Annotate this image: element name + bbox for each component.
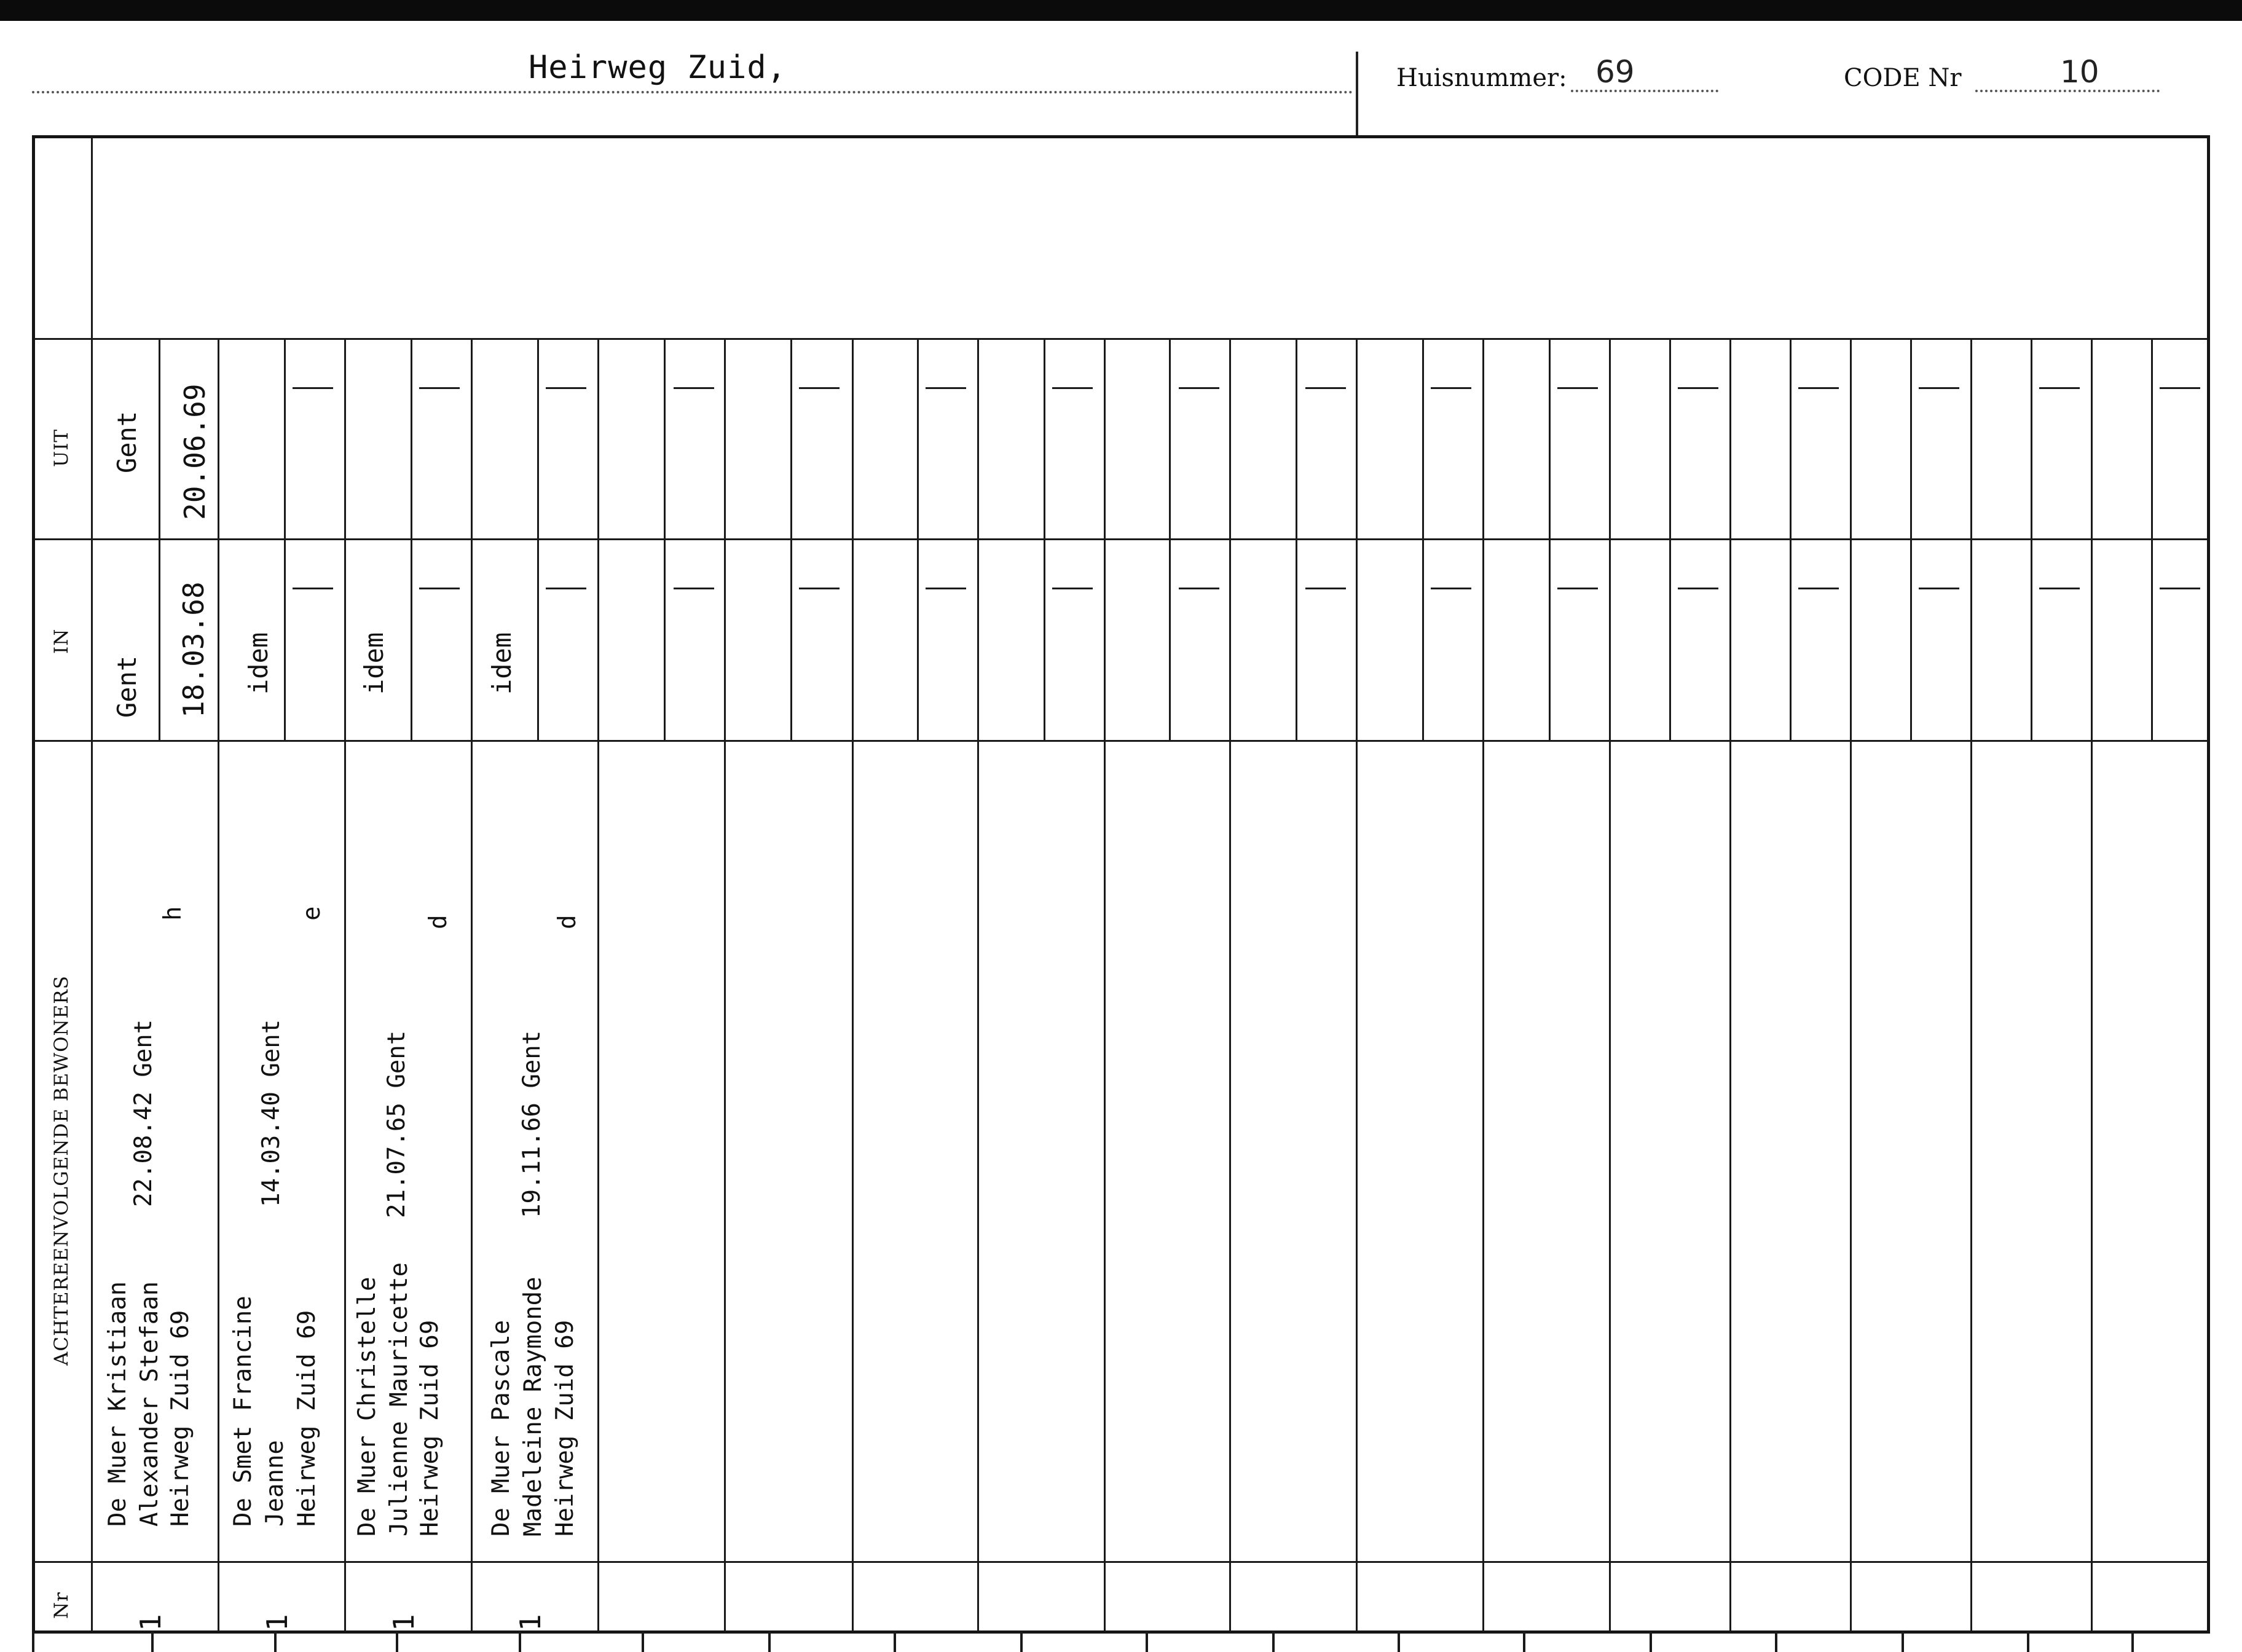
empty-dash xyxy=(1919,588,1959,589)
resident-name-line2: Madeleine Raymonde xyxy=(519,1276,547,1536)
bottom-tick xyxy=(1650,1631,1652,1652)
column-line xyxy=(218,339,219,1631)
entry-nr: 1 xyxy=(387,1614,420,1631)
row-label-nr: Nr xyxy=(50,1592,73,1619)
bottom-tick xyxy=(768,1631,771,1652)
column-line xyxy=(471,339,473,1631)
bottom-tick xyxy=(1523,1631,1525,1652)
resident-address: Heirweg Zuid 69 xyxy=(551,1320,579,1536)
bottom-tick xyxy=(1272,1631,1275,1652)
row-label-uit: UIT xyxy=(50,428,73,467)
sub-column-line xyxy=(1044,339,1045,740)
resident-sex: d xyxy=(425,914,452,929)
empty-dash xyxy=(926,387,966,389)
row-divider-uit-top xyxy=(34,338,2208,340)
empty-dash xyxy=(1179,588,1219,589)
resident-birth: 19.11.66 Gent xyxy=(518,1030,546,1218)
empty-dash xyxy=(1305,588,1346,589)
resident-name-line1: De Smet Francine xyxy=(229,1296,257,1527)
in-place: idem xyxy=(487,632,517,694)
row-divider-in-top xyxy=(34,538,2208,540)
code-value: 10 xyxy=(2060,54,2099,90)
empty-dash xyxy=(2039,588,2080,589)
in-place: idem xyxy=(359,632,389,694)
empty-dash xyxy=(293,387,333,389)
empty-dash xyxy=(546,387,586,389)
empty-dash xyxy=(2160,387,2200,389)
bottom-tick xyxy=(396,1631,398,1652)
out-place: Gent xyxy=(112,411,142,473)
empty-dash xyxy=(419,387,460,389)
resident-birth: 14.03.40 Gent xyxy=(258,1019,285,1207)
resident-name-line1: De Muer Christelle xyxy=(353,1276,381,1536)
bottom-tick xyxy=(151,1631,154,1652)
empty-dash xyxy=(1179,387,1219,389)
code-label: CODE Nr xyxy=(1844,64,1962,92)
sub-column-line xyxy=(411,339,412,740)
empty-dash xyxy=(1798,588,1839,589)
bottom-tick xyxy=(1146,1631,1148,1652)
sub-column-line xyxy=(1549,339,1551,740)
column-line xyxy=(344,339,346,1631)
sub-column-line xyxy=(284,339,286,740)
column-line xyxy=(1609,339,1611,1631)
house-number-label: Huisnummer: xyxy=(1396,64,1567,92)
in-place: Gent xyxy=(112,655,142,718)
entry-nr: 1 xyxy=(134,1614,167,1631)
column-line xyxy=(1482,339,1484,1631)
resident-birth: 21.07.65 Gent xyxy=(383,1030,411,1218)
in-date: 18.03.68 xyxy=(177,581,210,718)
empty-dash xyxy=(1678,387,1718,389)
empty-dash xyxy=(2039,387,2080,389)
sub-column-line xyxy=(537,339,539,740)
sub-column-line xyxy=(790,339,792,740)
column-line xyxy=(852,339,854,1631)
label-column-border xyxy=(91,138,93,1631)
column-line xyxy=(1229,339,1231,1631)
entry-nr: 1 xyxy=(514,1614,547,1631)
empty-dash xyxy=(674,588,714,589)
bottom-tick xyxy=(894,1631,896,1652)
in-place: idem xyxy=(243,632,273,694)
empty-dash xyxy=(1919,387,1959,389)
bottom-tick xyxy=(642,1631,644,1652)
sub-column-line xyxy=(1910,339,1912,740)
column-line xyxy=(1729,339,1731,1631)
house-number-dotted-line xyxy=(1571,90,1718,92)
empty-dash xyxy=(1678,588,1718,589)
column-line xyxy=(1356,339,1358,1631)
bottom-tick xyxy=(2131,1631,2134,1652)
sub-column-line xyxy=(1169,339,1171,740)
empty-dash xyxy=(293,588,333,589)
column-line xyxy=(2091,339,2093,1631)
empty-dash xyxy=(799,588,840,589)
sub-column-line xyxy=(159,339,160,740)
empty-dash xyxy=(1052,588,1093,589)
sub-column-line xyxy=(917,339,919,740)
column-line xyxy=(724,339,726,1631)
sub-column-line xyxy=(2031,339,2032,740)
empty-dash xyxy=(799,387,840,389)
row-label-bewoners: ACHTEREENVOLGENDE BEWONERS xyxy=(50,975,73,1366)
sub-column-line xyxy=(664,339,666,740)
empty-dash xyxy=(546,588,586,589)
top-border xyxy=(0,0,2242,21)
row-divider-nr-top xyxy=(34,1561,2208,1563)
resident-sex: e xyxy=(298,906,326,921)
row-label-in: IN xyxy=(50,628,73,654)
resident-sex: h xyxy=(159,906,187,921)
resident-address: Heirweg Zuid 69 xyxy=(167,1310,194,1527)
empty-dash xyxy=(2160,588,2200,589)
code-dotted-line xyxy=(1975,90,2160,92)
resident-name-line2: Jeanne xyxy=(261,1440,289,1527)
empty-dash xyxy=(674,387,714,389)
column-line xyxy=(1850,339,1852,1631)
out-date: 20.06.69 xyxy=(178,384,211,520)
header-separator xyxy=(1356,52,1358,135)
sub-column-line xyxy=(1296,339,1297,740)
bottom-tick xyxy=(1902,1631,1904,1652)
column-line xyxy=(597,339,599,1631)
sub-column-line xyxy=(1669,339,1671,740)
empty-dash xyxy=(1052,387,1093,389)
column-line xyxy=(1104,339,1106,1631)
bottom-tick xyxy=(1020,1631,1023,1652)
bottom-tick xyxy=(2027,1631,2029,1652)
bottom-tick xyxy=(274,1631,277,1652)
empty-dash xyxy=(926,588,966,589)
empty-dash xyxy=(1557,588,1598,589)
entry-nr: 1 xyxy=(261,1614,294,1631)
row-divider-bewoners-top xyxy=(34,740,2208,742)
empty-dash xyxy=(419,588,460,589)
bottom-tick xyxy=(519,1631,521,1652)
empty-dash xyxy=(1431,387,1471,389)
empty-dash xyxy=(1431,588,1471,589)
column-line xyxy=(1970,339,1972,1631)
resident-name-line2: Alexander Stefaan xyxy=(136,1281,163,1527)
empty-dash xyxy=(1305,387,1346,389)
street-dotted-line xyxy=(32,91,1353,93)
sub-column-line xyxy=(1790,339,1792,740)
resident-name-line2: Julienne Mauricette xyxy=(385,1262,413,1536)
empty-dash xyxy=(1798,387,1839,389)
resident-name-line1: De Muer Kristiaan xyxy=(104,1281,132,1527)
street-name: Heirweg Zuid, xyxy=(529,49,787,86)
resident-address: Heirweg Zuid 69 xyxy=(293,1310,321,1527)
sub-column-line xyxy=(2151,339,2153,740)
column-line xyxy=(977,339,979,1631)
bottom-tick xyxy=(1775,1631,1777,1652)
resident-name-line1: De Muer Pascale xyxy=(487,1320,515,1536)
house-number-value: 69 xyxy=(1595,54,1635,90)
resident-sex: d xyxy=(554,914,581,929)
sub-column-line xyxy=(1422,339,1424,740)
bottom-tick xyxy=(32,1631,34,1652)
resident-address: Heirweg Zuid 69 xyxy=(416,1320,444,1536)
empty-dash xyxy=(1557,387,1598,389)
bottom-tick xyxy=(1398,1631,1400,1652)
resident-birth: 22.08.42 Gent xyxy=(130,1019,157,1207)
